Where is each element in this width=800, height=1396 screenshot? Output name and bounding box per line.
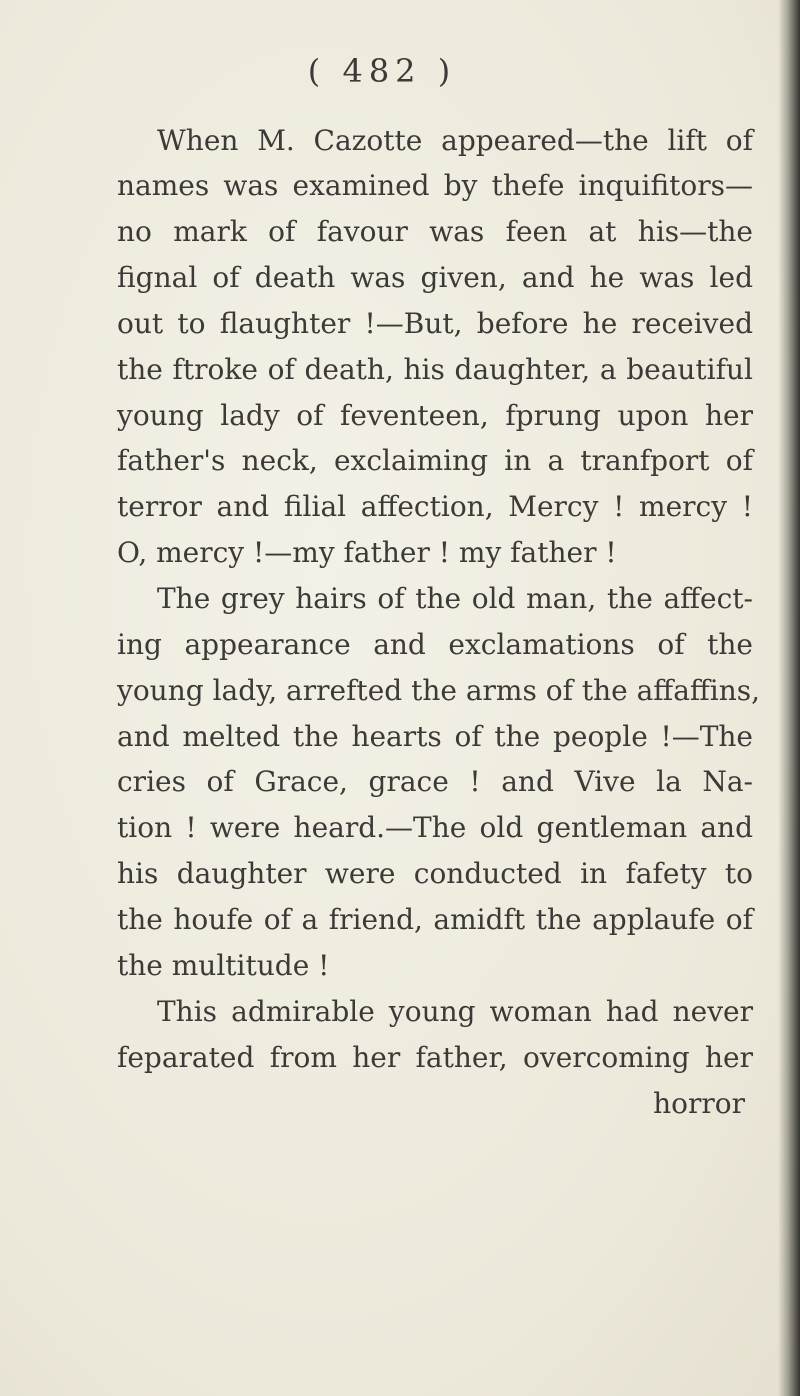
catchword: horror <box>653 1087 745 1120</box>
page-edge-shadow <box>778 0 800 1396</box>
text-line-21: feparated from her father, overcoming her <box>117 1041 753 1074</box>
text-line-15: cries of Grace, grace ! and Vive la Na- <box>117 765 753 798</box>
text-line-14: and melted the hearts of the people !—The <box>117 720 753 753</box>
text-line-13: young lady, arrefted the arms of the affaffins, <box>117 674 761 707</box>
text-line-4: fignal of death was given, and he was led <box>117 261 753 294</box>
text-line-16: tion ! were heard.—The old gentleman and <box>117 811 753 844</box>
text-line-12: ing appearance and exclamations of the <box>117 628 753 661</box>
text-line-2: names was examined by thefe inquifitors— <box>117 169 753 202</box>
text-line-3: no mark of favour was feen at his—the <box>117 215 753 248</box>
text-line-19: the multitude ! <box>117 949 330 982</box>
text-line-6: the ftroke of death, his daughter, a beautiful <box>117 353 753 386</box>
page-number: ( 482 ) <box>307 52 457 90</box>
text-line-18: the houfe of a friend, amidft the applaufe of <box>117 903 753 936</box>
text-line-5: out to flaughter !—But, before he received <box>117 307 753 340</box>
text-line-10: O, mercy !—my father ! my father ! <box>117 536 617 569</box>
text-line-11: The grey hairs of the old man, the affect- <box>157 582 753 615</box>
text-line-17: his daughter were conducted in fafety to <box>117 857 753 890</box>
text-line-9: terror and filial affection, Mercy ! mercy ! <box>117 490 753 523</box>
text-line-8: father's neck, exclaiming in a tranfport of <box>117 444 753 477</box>
text-line-20: This admirable young woman had never <box>157 995 753 1028</box>
text-line-7: young lady of feventeen, fprung upon her <box>117 399 753 432</box>
text-line-1: When M. Cazotte appeared—the lift of <box>157 124 753 157</box>
